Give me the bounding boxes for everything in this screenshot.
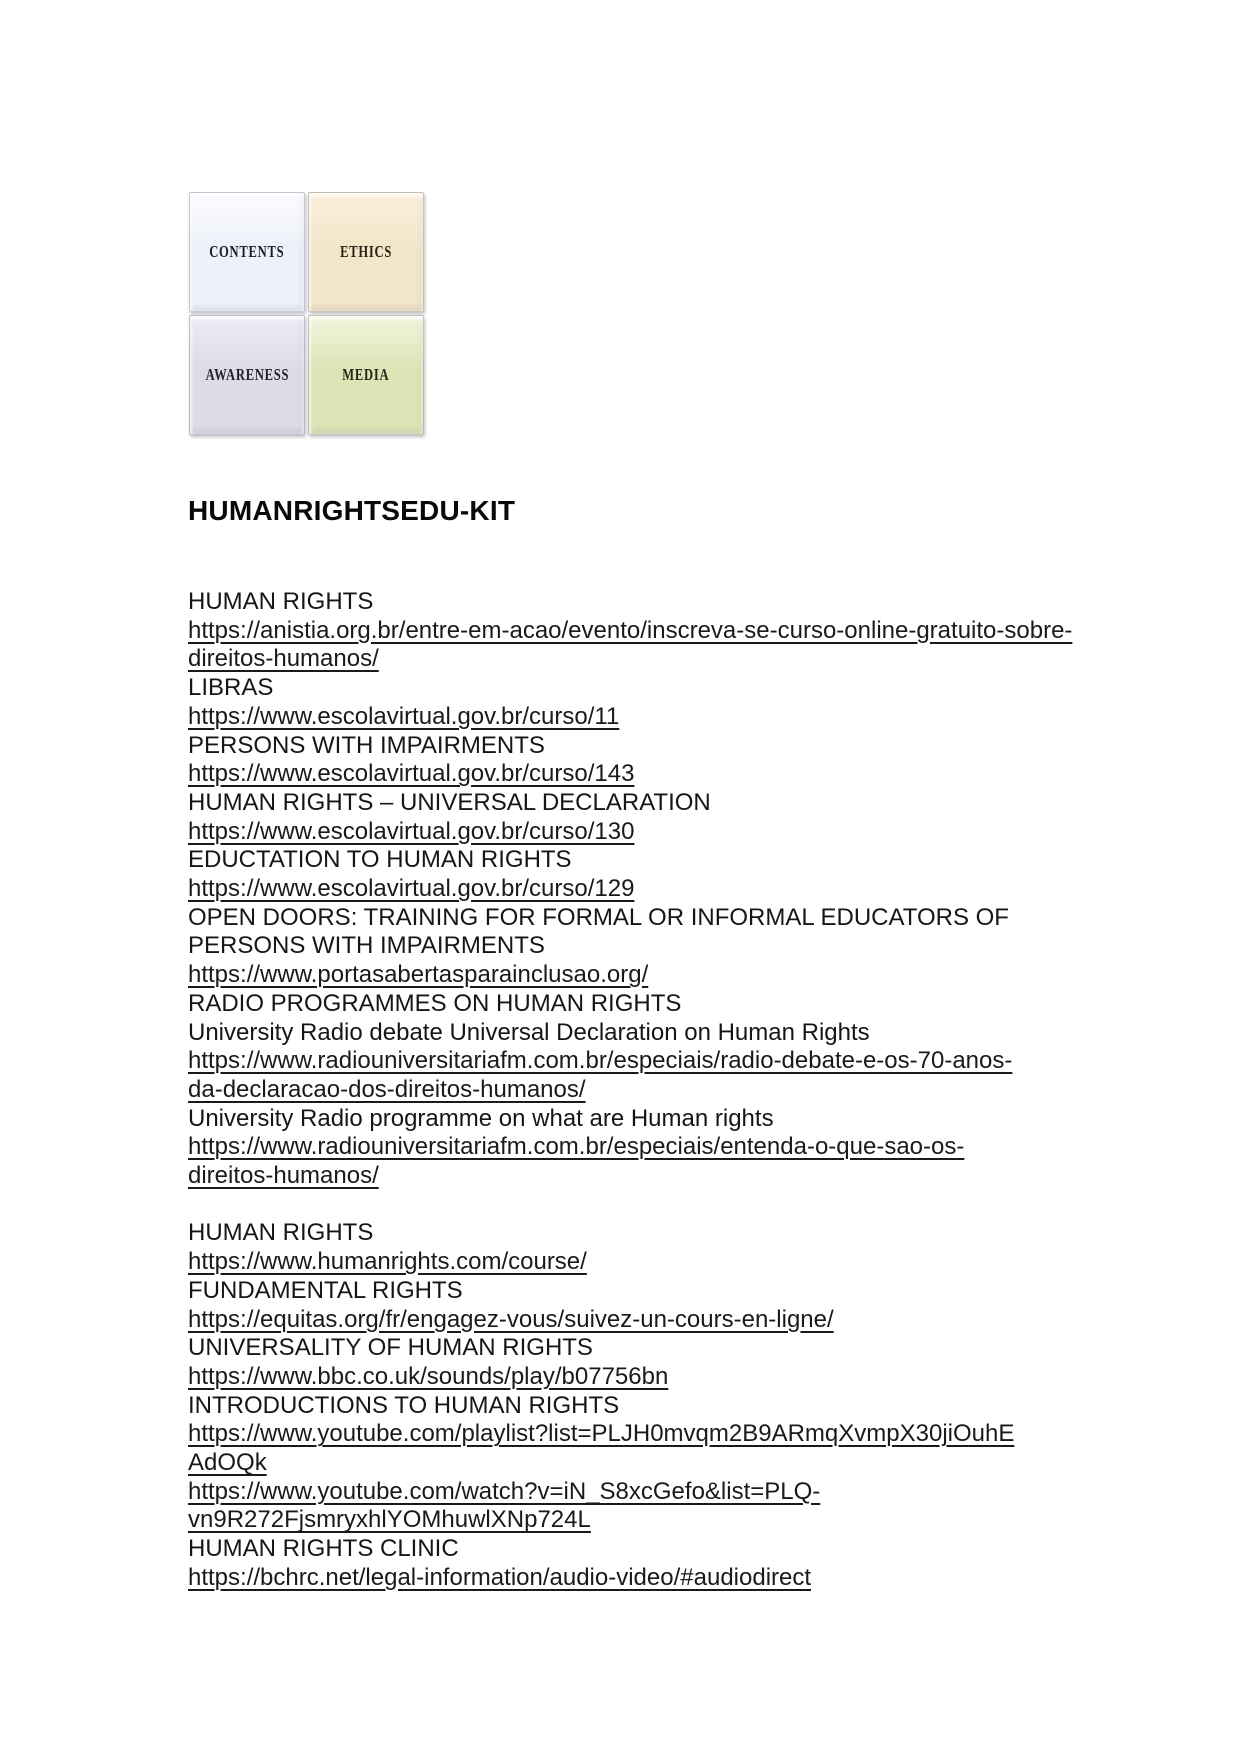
resource-title: LIBRAS — [188, 674, 274, 702]
resource-link[interactable]: direitos-humanos/ — [188, 1162, 379, 1190]
resource-title: HUMAN RIGHTS CLINIC — [188, 1535, 459, 1563]
resource-title: RADIO PROGRAMMES ON HUMAN RIGHTS — [188, 989, 682, 1017]
resource-title: FUNDAMENTAL RIGHTS — [188, 1276, 463, 1304]
grid-tile-label: AWARENESS — [205, 365, 289, 384]
resource-link[interactable]: https://www.escolavirtual.gov.br/curso/129 — [188, 875, 635, 903]
resource-link[interactable]: https://equitas.org/fr/engagez-vous/suivez-un-cours-en-ligne/ — [188, 1305, 834, 1333]
resource-link[interactable]: https://www.youtube.com/playlist?list=PLJH0mvqm2B9ARmqXvmpX30jiOuhE — [188, 1420, 1015, 1448]
resource-link[interactable]: https://www.humanrights.com/course/ — [188, 1248, 587, 1276]
grid-tile-awareness[interactable] — [189, 315, 305, 435]
resource-title: HUMAN RIGHTS — [188, 1219, 374, 1247]
section-spacer — [188, 1191, 1168, 1220]
grid-tile-contents[interactable] — [189, 192, 305, 312]
resource-link[interactable]: https://www.escolavirtual.gov.br/curso/130 — [188, 817, 635, 845]
resource-link[interactable]: https://www.bbc.co.uk/sounds/play/b07756bn — [188, 1362, 669, 1390]
resource-link[interactable]: direitos-humanos/ — [188, 645, 379, 673]
resource-link[interactable]: https://www.radiouniversitariafm.com.br/especiais/entenda-o-que-sao-os- — [188, 1133, 965, 1161]
resource-title: HUMAN RIGHTS – UNIVERSAL DECLARATION — [188, 788, 711, 816]
resource-title: OPEN DOORS: TRAINING FOR FORMAL OR INFORMAL EDUCATORS OF — [188, 903, 1009, 931]
grid-tile-ethics[interactable] — [308, 192, 424, 312]
document-heading: HUMANRIGHTSEDU-KIT — [188, 495, 516, 526]
resource-link[interactable]: da-declaracao-dos-direitos-humanos/ — [188, 1075, 586, 1103]
category-grid — [189, 192, 424, 435]
resource-link[interactable]: https://www.youtube.com/watch?v=iN_S8xcGefo&list=PLQ- — [188, 1477, 821, 1505]
resource-title: INTRODUCTIONS TO HUMAN RIGHTS — [188, 1391, 620, 1419]
resource-link[interactable]: https://anistia.org.br/entre-em-acao/evento/inscreva-se-curso-online-gratuito-sobre- — [188, 616, 1073, 644]
resource-title: HUMAN RIGHTS — [188, 588, 374, 615]
resource-link[interactable]: https://www.escolavirtual.gov.br/curso/11 — [188, 702, 620, 730]
resource-title: EDUCTATION TO HUMAN RIGHTS — [188, 846, 572, 874]
grid-tile-label: CONTENTS — [209, 242, 285, 261]
resource-link[interactable]: vn9R272FjsmryxhlYOMhuwlXNp724L — [188, 1506, 591, 1534]
resource-link[interactable]: https://bchrc.net/legal-information/audio-video/#audiodirect — [188, 1563, 812, 1591]
resource-list — [188, 588, 1168, 1593]
grid-tile-label: ETHICS — [340, 242, 392, 261]
resource-description: University Radio programme on what are Human rights — [188, 1104, 774, 1132]
resource-link[interactable]: AdOQk — [188, 1449, 267, 1477]
grid-tile-label: MEDIA — [342, 365, 390, 384]
resource-link[interactable]: https://www.radiouniversitariafm.com.br/especiais/radio-debate-e-os-70-anos- — [188, 1047, 1013, 1075]
resource-description: University Radio debate Universal Declaration on Human Rights — [188, 1018, 870, 1046]
resource-title: UNIVERSALITY OF HUMAN RIGHTS — [188, 1334, 593, 1362]
resource-link[interactable]: https://www.portasabertasparainclusao.org/ — [188, 961, 649, 989]
grid-tile-media[interactable] — [308, 315, 424, 435]
resource-title: PERSONS WITH IMPAIRMENTS — [188, 731, 545, 759]
resource-title: PERSONS WITH IMPAIRMENTS — [188, 932, 545, 960]
resource-link[interactable]: https://www.escolavirtual.gov.br/curso/143 — [188, 760, 635, 788]
